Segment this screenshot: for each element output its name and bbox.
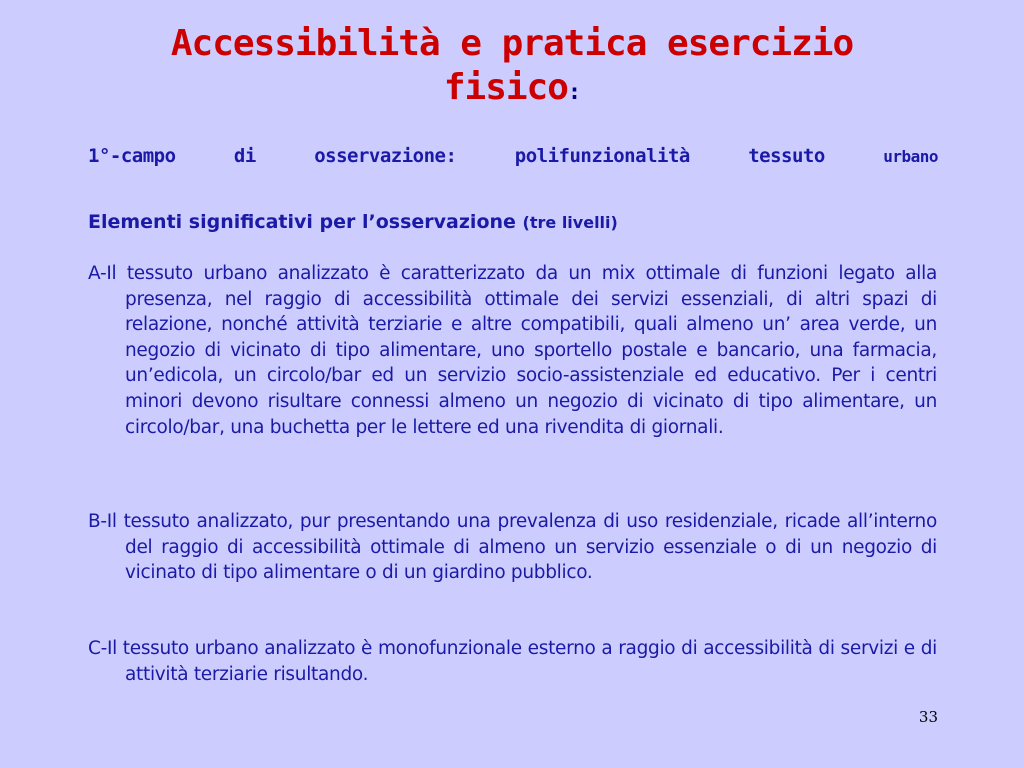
page-number: 33 [918,708,938,726]
level-c-paragraph: C-Il tessuto urbano analizzato è monofunzionale esterno a raggio di accessibilità di servizi e di attività terziarie risultando. [88,638,937,685]
observation-field-heading [88,143,938,170]
field-word: polifunzionalità [514,145,690,167]
elements-heading-text: Elementi significativi per l’osservazione [88,211,516,233]
slide-title [100,22,924,115]
elements-levels: (tre livelli) [522,213,618,232]
field-word-small: urbano [883,147,938,166]
elements-heading [88,209,938,236]
field-word: di [233,145,256,167]
title-colon: : [567,80,581,105]
level-a-paragraph: A-Il tessuto urbano analizzato è caratterizzato da un mix ottimale di funzioni legato alla presenza, nel raggio di accessibilità ottimale dei servizi essenziali, di altri spazi di relazione, nonché attività terziarie e altre compatibili, quali almeno un’ area verde, un negozio di vicinato di tipo alimentare, uno sportello postale e bancario, una farmacia, un’edicola, un circolo/bar ed un servizio socio-assistenziale ed educativo. Per i centri minori devono risultare connessi almeno un negozio di vicinato di tipo alimentare, un circolo/bar, una buchetta per le lettere ed una rivendita di giornali. [88,263,937,438]
field-word: 1°-campo [88,145,176,167]
level-b-paragraph: B-Il tessuto analizzato, pur presentando una prevalenza di uso residenziale, ricade all’interno del raggio di accessibilità ottimale di almeno un servizio essenziale o di un negozio di vicinato di tipo alimentare o di un giardino pubblico. [88,511,937,584]
field-word: tessuto [748,145,825,167]
title-text: Accessibilità e pratica esercizio fisico [170,23,854,108]
field-word: osservazione: [314,145,457,167]
